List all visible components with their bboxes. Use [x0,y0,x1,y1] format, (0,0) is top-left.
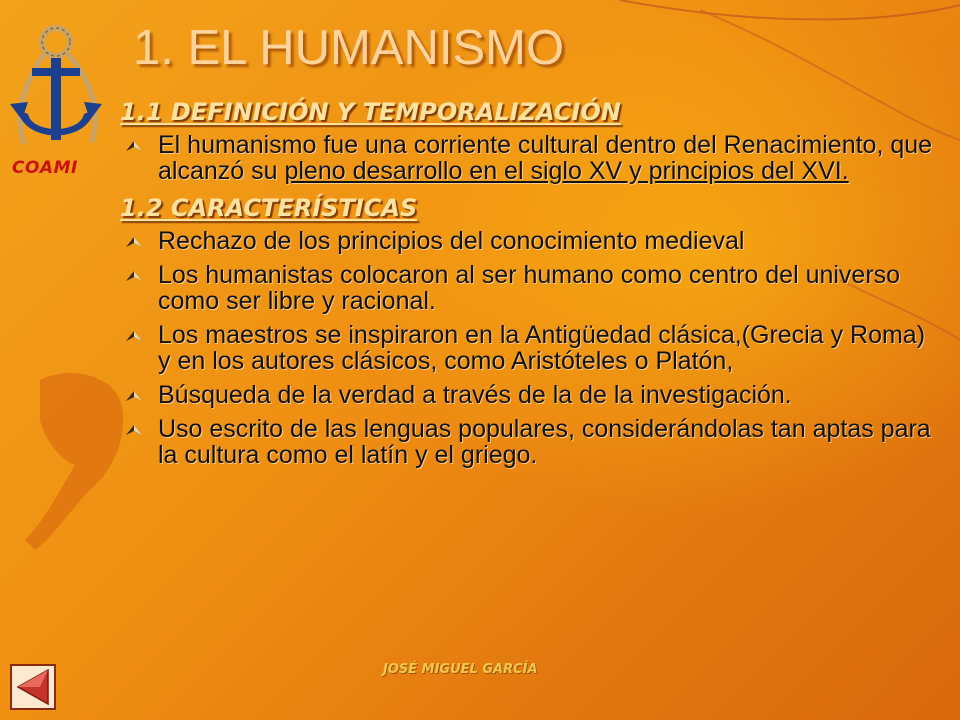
list-item [120,322,940,374]
arrow-bullet-icon [124,329,144,343]
bullet-text: Uso escrito de las lenguas populares, considerándolas tan aptas para la cultura como el latín y el griego. [158,415,931,469]
arrow-bullet-icon [124,389,144,403]
list-item [120,228,940,254]
bullet-text [158,131,932,185]
list-item [120,132,940,184]
arrow-bullet-icon [124,423,144,437]
anchor-logo [4,14,114,164]
bullet-text: Rechazo de los principios del conocimiento medieval [158,227,745,255]
slide-content [120,96,940,476]
list-item [120,382,940,408]
arrow-bullet-icon [124,235,144,249]
bullet-text: Los maestros se inspiraron en la Antigüedad clásica,(Grecia y Roma) y en los autores clásicos, como Aristóteles o Platón, [158,321,926,375]
slide-title: 1. EL HUMANISMO [133,21,565,75]
list-item [120,416,940,468]
brand-label: COAMI [12,158,78,178]
arrow-bullet-icon [124,139,144,153]
author-footer: JOSÉ MIGUEL GARCÍA [383,662,538,677]
bullet-text: Búsqueda de la verdad a través de la de la investigación. [158,381,792,409]
arrow-bullet-icon [124,269,144,283]
list-item [120,262,940,314]
bullet-text-plain: El humanismo fue una corriente cultural dentro del Renacimiento, que alcanzó su [158,131,933,185]
bullet-text-underlined: pleno desarrollo en el siglo XV y principios del XVI. [284,157,849,185]
definition-list [120,132,940,184]
section-heading-definition: 1.1 DEFINICIÓN Y TEMPORALIZACIÓN [120,98,621,126]
characteristics-list [120,228,940,468]
back-nav-button[interactable] [10,664,56,710]
bullet-text: Los humanistas colocaron al ser humano como centro del universo como ser libre y racional. [158,261,901,315]
back-arrow-icon [12,666,54,708]
section-heading-characteristics: 1.2 CARACTERÍSTICAS [120,194,418,222]
